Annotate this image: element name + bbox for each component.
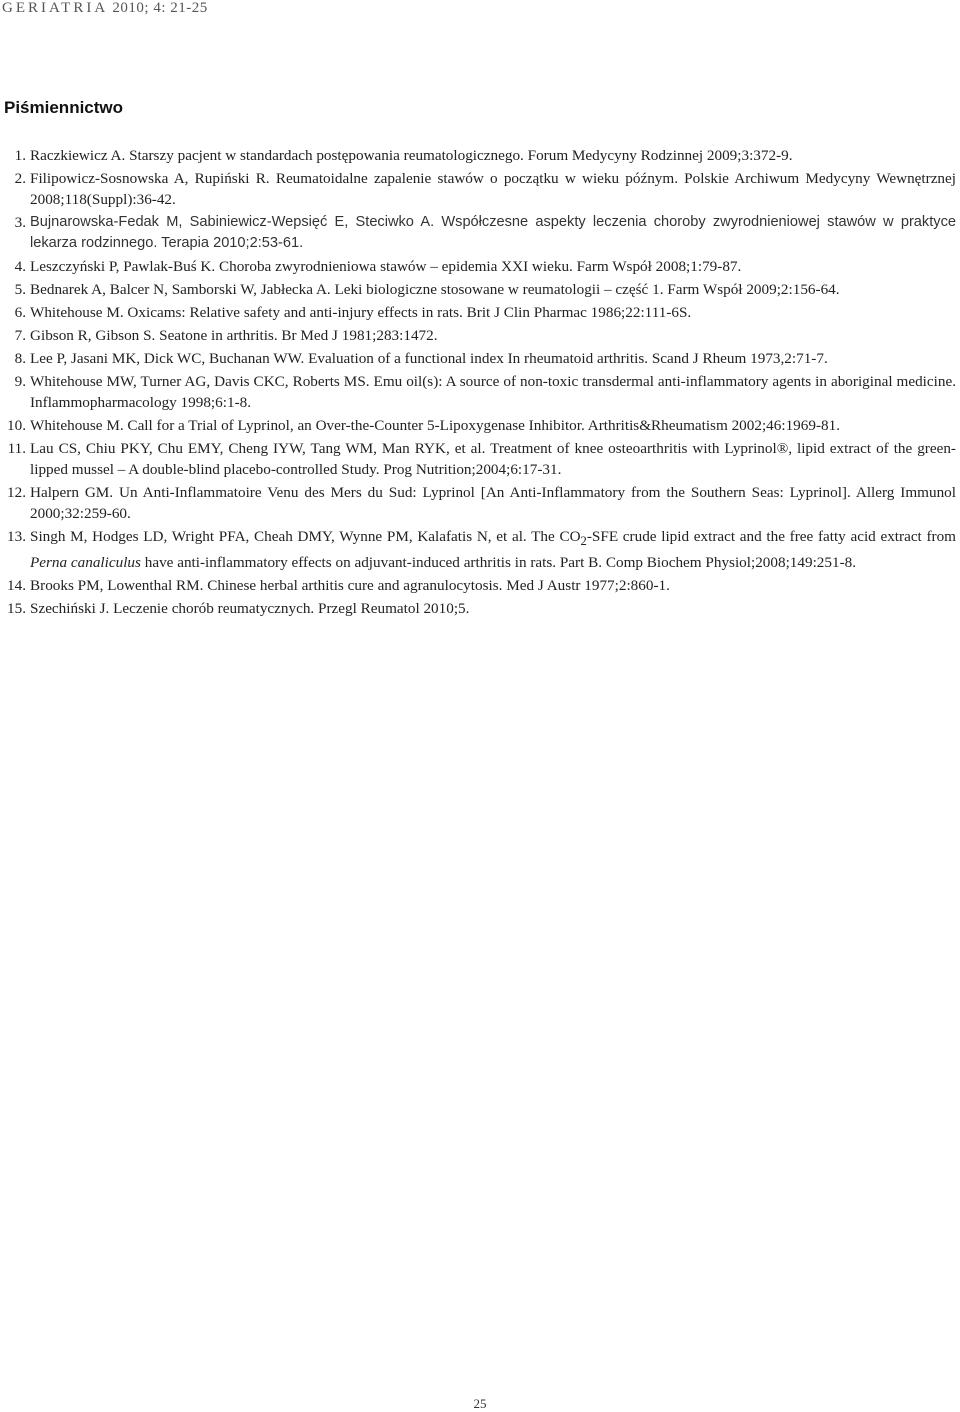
reference-subscript: 2 (580, 534, 587, 549)
reference-species-name: Perna canaliculus (30, 554, 141, 572)
reference-item-7 (0, 325, 956, 346)
reference-text: Filipowicz-Sosnowska A, Rupiński R. Reumatoidalne zapalenie stawów o początku w wieku późnym. Polskie Archiwum Medycyny Wewnętrznej 2008;118(Suppl):36-42. (30, 170, 956, 208)
running-head (2, 0, 208, 17)
reference-text-part: -SFE crude lipid extract and the free fatty acid extract from (586, 528, 956, 545)
reference-text: Szechiński J. Leczenie chorób reumatycznych. Przegl Reumatol 2010;5. (30, 600, 470, 618)
reference-text (30, 526, 956, 573)
reference-text: Whitehouse M. Oxicams: Relative safety and anti-injury effects in rats. Brit J Clin Pharmac 1986;22:111-6S. (30, 304, 692, 321)
reference-number: 5. (14, 281, 26, 298)
section-title: Piśmiennictwo (4, 98, 124, 117)
reference-number: 7. (14, 327, 26, 344)
reference-number: 6. (14, 304, 26, 321)
reference-number: 10. (7, 417, 26, 434)
page-number: 25 (473, 1396, 487, 1411)
reference-item-4 (0, 256, 956, 277)
journal-citation: 2010; 4: 21-25 (112, 0, 208, 16)
reference-text: Lau CS, Chiu PKY, Chu EMY, Cheng IYW, Tang WM, Man RYK, et al. Treatment of knee osteoarthritis with Lyprinol®, lipid extract of the green-lipped mussel – A double-blind placebo-controlled Study. Prog Nutrition;2004;6:17-31. (30, 440, 956, 478)
reference-item-11 (0, 438, 956, 480)
reference-number: 9. (14, 373, 26, 390)
reference-number: 1. (14, 147, 26, 164)
journal-name: GERIATRIA (2, 0, 109, 16)
reference-item-14 (0, 575, 956, 596)
reference-number: 12. (7, 484, 26, 501)
reference-item-6 (0, 302, 956, 323)
reference-number: 4. (14, 258, 26, 275)
reference-text-part: have anti-inflammatory effects on adjuvant-induced arthritis in rats. Part B. Comp Biochem Physiol;2008;149:251-8. (140, 554, 857, 572)
reference-text: Bujnarowska-Fedak M, Sabiniewicz-Wepsięć E, Steciwko A. Współczesne aspekty leczenia choroby zwyrodnieniowej stawów w praktyce lekarza rodzinnego. Terapia 2010;2:53-61. (30, 214, 956, 251)
reference-item-1 (0, 145, 956, 166)
reference-item-3 (0, 212, 956, 254)
reference-number: 3. (14, 214, 26, 231)
reference-text: Brooks PM, Lowenthal RM. Chinese herbal arthitis cure and agranulocytosis. Med J Austr 1977;2:860-1. (30, 577, 670, 595)
reference-number: 8. (14, 350, 26, 367)
reference-item-10 (0, 415, 956, 436)
reference-number: 14. (7, 577, 26, 595)
reference-item-13 (0, 526, 956, 573)
reference-text: Halpern GM. Un Anti-Inflammatoire Venu des Mers du Sud: Lyprinol [An Anti-Inflammatory from the Southern Seas: Lyprinol]. Allerg Immunol 2000;32:259-60. (30, 484, 956, 522)
reference-number: 2. (14, 170, 26, 187)
reference-item-5 (0, 279, 956, 300)
reference-text: Bednarek A, Balcer N, Samborski W, Jabłecka A. Leki biologiczne stosowane w reumatologii – część 1. Farm Współ 2009;2:156-64. (30, 281, 840, 298)
reference-item-8 (0, 348, 956, 369)
reference-item-2 (0, 168, 956, 210)
reference-number: 13. (7, 528, 26, 545)
reference-number: 15. (7, 600, 26, 618)
reference-item-15 (0, 598, 956, 619)
reference-item-9 (0, 371, 956, 413)
reference-text: Whitehouse M. Call for a Trial of Lyprinol, an Over-the-Counter 5-Lipoxygenase Inhibitor. Arthritis&Rheumatism 2002;46:1969-81. (30, 417, 840, 434)
reference-text: Raczkiewicz A. Starszy pacjent w standardach postępowania reumatologicznego. Forum Medycyny Rodzinnej 2009;3:372-9. (30, 147, 793, 164)
reference-text: Leszczyński P, Pawlak-Buś K. Choroba zwyrodnieniowa stawów – epidemia XXI wieku. Farm Współ 2008;1:79-87. (30, 258, 742, 275)
reference-text: Gibson R, Gibson S. Seatone in arthritis. Br Med J 1981;283:1472. (30, 327, 438, 344)
reference-number: 11. (7, 440, 26, 457)
reference-text: Lee P, Jasani MK, Dick WC, Buchanan WW. Evaluation of a functional index In rheumatoid arthritis. Scand J Rheum 1973,2:71-7. (30, 350, 828, 367)
reference-list (0, 145, 956, 621)
reference-item-12 (0, 482, 956, 524)
reference-text-part: Singh M, Hodges LD, Wright PFA, Cheah DMY, Wynne PM, Kalafatis N, et al. The CO (30, 528, 581, 545)
reference-text: Whitehouse MW, Turner AG, Davis CKC, Roberts MS. Emu oil(s): A source of non-toxic transdermal anti-inflammatory agents in aboriginal medicine. Inflammopharmacology 1998;6:1-8. (30, 373, 956, 411)
